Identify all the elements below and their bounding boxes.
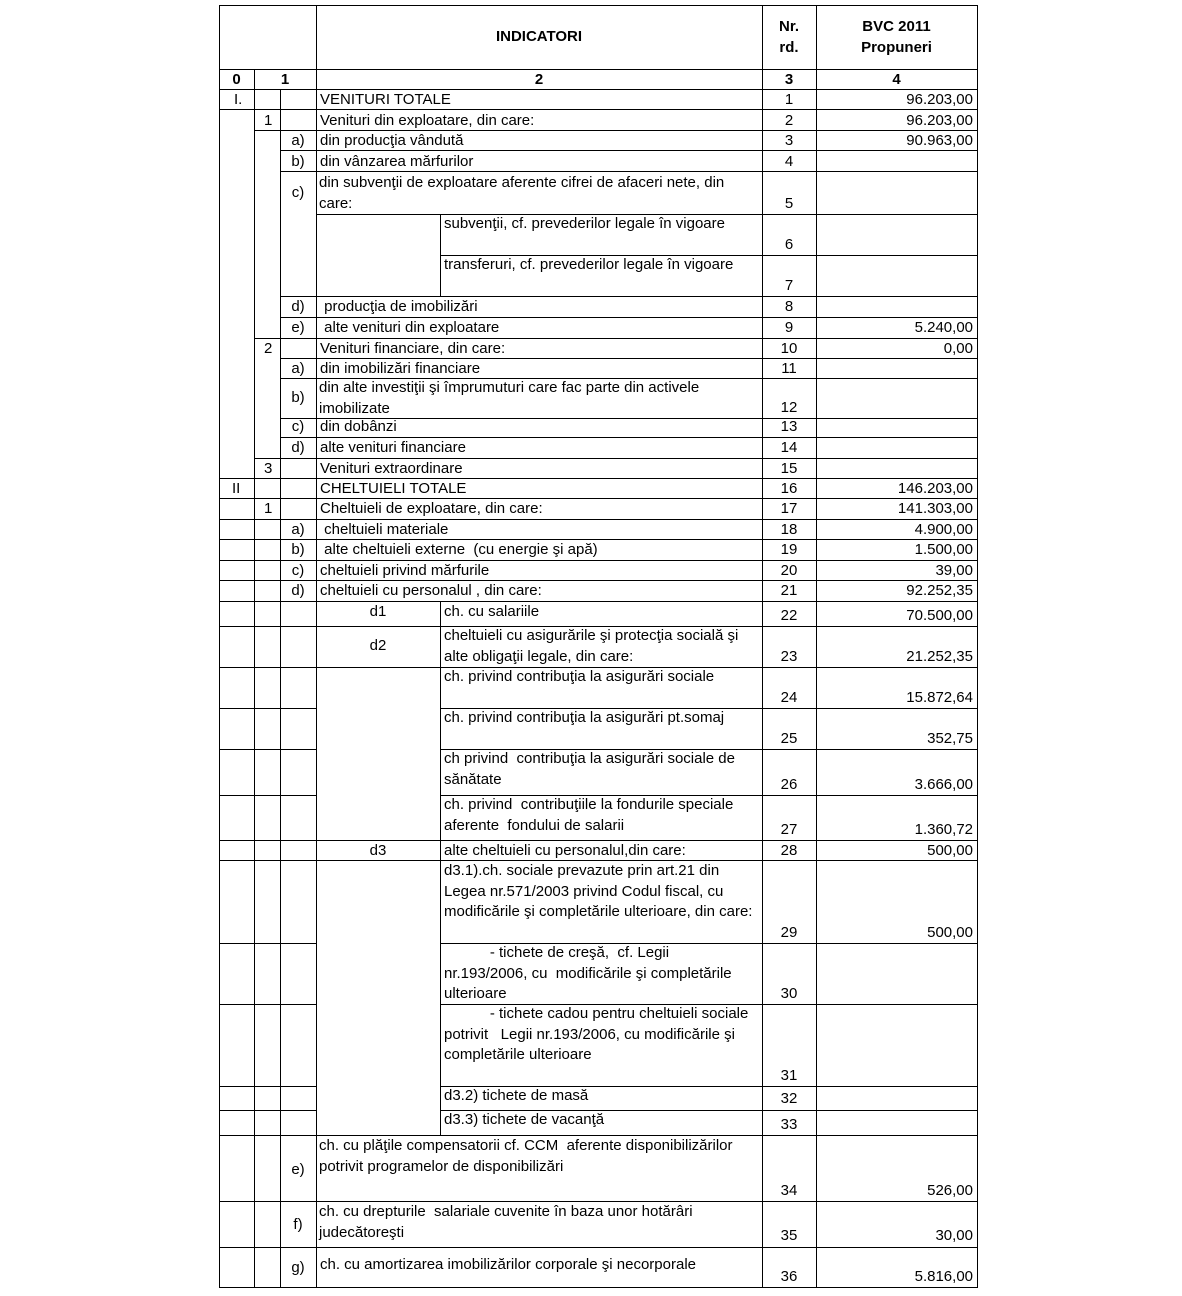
row-nr: 8: [784, 298, 794, 315]
col-number-2: 2: [534, 71, 544, 88]
row-code: a): [291, 521, 305, 538]
row-label: din alte investiţii şi împrumuturi care fac parte din activele imobilizate: [319, 379, 700, 417]
col-number-1: 1: [280, 71, 290, 88]
row-code: b): [291, 541, 305, 558]
row-nr: 26: [780, 776, 798, 793]
row-nr: 5: [784, 195, 794, 212]
row-label: din imobilizări financiare: [320, 360, 481, 377]
row-label: ch privind contribuţia la asigurări sociale de sănătate: [444, 750, 744, 788]
row-value: 0,00: [943, 340, 973, 357]
row-nr: 4: [784, 153, 794, 170]
row-label: subvenţii, cf. prevederilor legale în vigoare: [444, 215, 725, 232]
row-nr: 18: [780, 521, 798, 538]
row-code: 1: [264, 112, 273, 129]
row-label: ch. cu salariile: [444, 603, 540, 620]
row-nr: 19: [780, 541, 798, 558]
row-code: a): [291, 360, 305, 377]
row-code: 3: [264, 460, 273, 477]
row-label: d3.3) tichete de vacanţă: [444, 1111, 605, 1128]
row-label: cheltuieli cu asigurările şi protecţia socială şi alte obligaţii legale, din care:: [444, 627, 739, 665]
col-number-3: 3: [784, 71, 794, 88]
row-code: b): [291, 153, 305, 170]
row-code: d): [291, 439, 305, 456]
row-code: 2: [264, 340, 273, 357]
row-label: cheltuieli cu personalul , din care:: [320, 582, 542, 599]
row-label: d3.2) tichete de masă: [444, 1087, 589, 1104]
row-nr: 33: [780, 1116, 798, 1133]
row-nr: 11: [781, 360, 797, 377]
row-label: alte venituri din exploatare: [320, 319, 500, 336]
row-code: I.: [234, 91, 243, 108]
row-nr: 9: [784, 319, 794, 336]
row-code: g): [291, 1259, 305, 1276]
row-code: d2: [369, 637, 387, 654]
row-label: alte cheltuieli externe (cu energie şi apă): [320, 541, 598, 558]
row-label: din producţia vândută: [320, 132, 464, 149]
row-code: e): [291, 1161, 305, 1178]
row-nr: 27: [780, 821, 798, 838]
row-label: ch. privind contribuţia la asigurări pt.somaj: [444, 709, 725, 726]
row-label: Venituri din exploatare, din care:: [320, 112, 535, 129]
row-value: 146.203,00: [897, 480, 973, 497]
row-label: producţia de imobilizări: [320, 298, 478, 315]
row-code: d3: [369, 842, 387, 859]
row-code: c): [291, 562, 305, 579]
row-nr: 14: [780, 439, 798, 456]
row-value: 96.203,00: [906, 91, 973, 108]
row-label: ch. cu drepturile salariale cuvenite în baza unor hotărâri judecătoreşti: [319, 1203, 697, 1241]
row-label: din subvenţii de exploatare aferente cifrei de afaceri nete, din care:: [319, 174, 725, 212]
row-label: din dobânzi: [320, 418, 397, 435]
row-value: 1.500,00: [914, 541, 973, 558]
row-code: d): [291, 582, 305, 599]
row-label: alte venituri financiare: [320, 439, 466, 456]
row-nr: 15: [780, 460, 798, 477]
row-nr: 6: [784, 236, 794, 253]
row-nr: 30: [780, 985, 798, 1002]
row-label: din vânzarea mărfurilor: [320, 153, 474, 170]
row-label: transferuri, cf. prevederilor legale în vigoare: [444, 256, 734, 273]
row-code: c): [291, 184, 305, 201]
row-label: Cheltuieli de exploatare, din care:: [320, 500, 543, 517]
row-label: alte cheltuieli cu personalul,din care:: [444, 842, 686, 859]
row-value: 21.252,35: [906, 648, 973, 665]
row-label: VENITURI TOTALE: [320, 91, 451, 108]
row-label: ch. cu plăţile compensatorii cf. CCM aferente disponibilizărilor potrivit programelor de disponibilizări: [319, 1137, 741, 1175]
row-value: 90.963,00: [906, 132, 973, 149]
row-nr: 3: [784, 132, 794, 149]
row-label: - tichete de creşă, cf. Legii nr.193/2006, cu modificările şi completările ulterioare: [444, 944, 745, 1002]
row-nr: 13: [780, 418, 798, 435]
row-nr: 12: [780, 399, 798, 416]
row-label: cheltuieli privind mărfurile: [320, 562, 490, 579]
row-code: a): [291, 132, 305, 149]
row-code: II: [232, 480, 241, 497]
row-nr: 34: [780, 1182, 798, 1199]
row-value: 70.500,00: [906, 607, 973, 624]
row-value: 1.360,72: [914, 821, 973, 838]
row-label: ch. privind contribuţia la asigurări sociale: [444, 668, 715, 685]
row-nr: 32: [780, 1090, 798, 1107]
header-nr-rd: Nr. rd.: [778, 18, 799, 56]
row-nr: 29: [780, 924, 798, 941]
row-label: cheltuieli materiale: [320, 521, 449, 538]
row-code: b): [291, 389, 305, 406]
row-label: Venituri extraordinare: [320, 460, 463, 477]
row-nr: 20: [780, 562, 798, 579]
row-nr: 1: [784, 91, 794, 108]
row-value: 526,00: [927, 1182, 973, 1199]
row-value: 3.666,00: [914, 776, 973, 793]
row-nr: 17: [780, 500, 798, 517]
row-label: Venituri financiare, din care:: [320, 340, 506, 357]
row-nr: 31: [780, 1067, 798, 1084]
row-label: ch. cu amortizarea imobilizărilor corporale şi necorporale: [320, 1256, 696, 1273]
row-value: 500,00: [927, 842, 973, 859]
col-number-4: 4: [892, 71, 901, 88]
row-value: 96.203,00: [906, 112, 973, 129]
row-nr: 16: [780, 480, 798, 497]
row-nr: 2: [784, 112, 794, 129]
row-value: 352,75: [927, 730, 973, 747]
row-label: - tichete cadou pentru cheltuieli sociale potrivit Legii nr.193/2006, cu modificările şi completările ulterioare: [444, 1005, 753, 1063]
row-code: e): [291, 319, 305, 336]
row-nr: 23: [780, 648, 798, 665]
row-code: f): [293, 1216, 303, 1233]
header-bvc: BVC 2011 Propuneri: [861, 18, 932, 56]
row-value: 141.303,00: [897, 500, 973, 517]
row-label: d3.1).ch. sociale prevazute prin art.21 din Legea nr.571/2003 privind Codul fiscal, cu modificările şi completările ulterioare, din care:: [444, 862, 753, 920]
row-nr: 24: [780, 689, 798, 706]
row-value: 5.816,00: [914, 1268, 973, 1285]
row-nr: 25: [780, 730, 798, 747]
row-code: c): [291, 418, 305, 435]
row-value: 4.900,00: [914, 521, 973, 538]
row-nr: 22: [780, 607, 798, 624]
col-number-0: 0: [232, 71, 241, 88]
row-value: 30,00: [935, 1227, 973, 1244]
row-nr: 28: [780, 842, 798, 859]
row-label: ch. privind contribuţiile la fondurile speciale aferente fondului de salarii: [444, 796, 738, 834]
row-nr: 36: [780, 1268, 798, 1285]
budget-table: [219, 5, 978, 1288]
row-nr: 7: [784, 277, 794, 294]
row-nr: 10: [780, 340, 798, 357]
row-value: 92.252,35: [906, 582, 973, 599]
row-value: 15.872,64: [906, 689, 973, 706]
row-nr: 21: [780, 582, 798, 599]
row-value: 500,00: [927, 924, 973, 941]
row-label: CHELTUIELI TOTALE: [320, 480, 467, 497]
header-indicatori: INDICATORI: [495, 28, 583, 45]
row-value: 39,00: [935, 562, 973, 579]
row-code: d): [291, 298, 305, 315]
row-nr: 35: [780, 1227, 798, 1244]
row-value: 5.240,00: [914, 319, 973, 336]
row-code: 1: [264, 500, 273, 517]
row-code: d1: [369, 603, 387, 620]
